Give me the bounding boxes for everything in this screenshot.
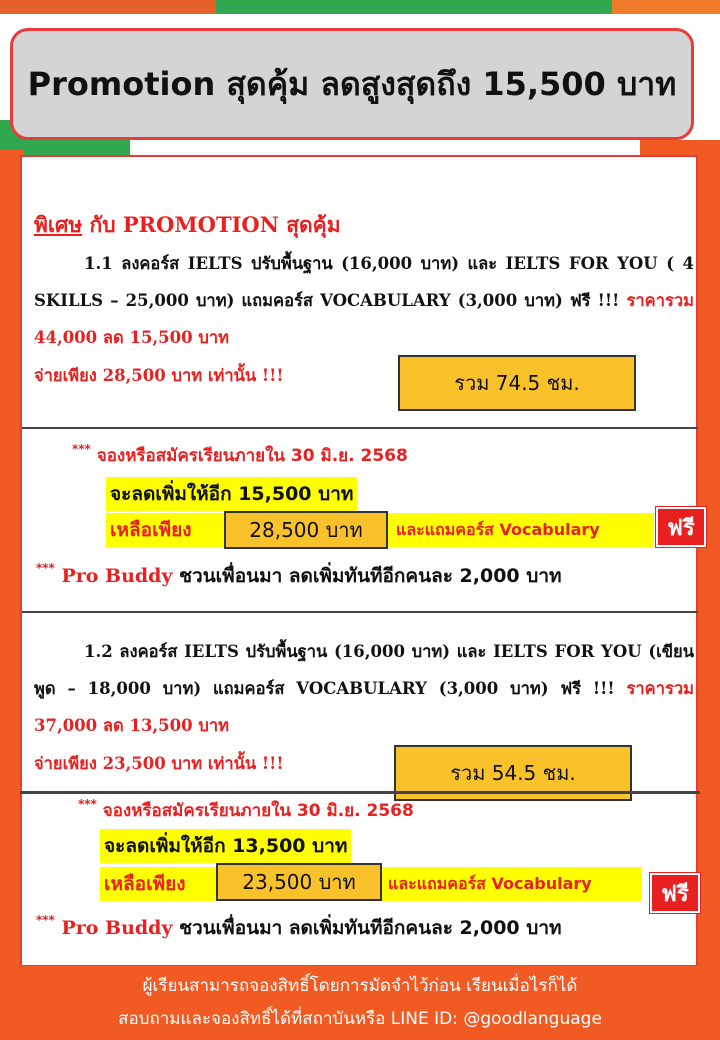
star-mark: ***: [36, 913, 55, 927]
special-label: พิเศษ: [34, 212, 83, 237]
offer1-buddy-text: ชวนเพื่อนมา ลดเพิ่มทันทีอีกคนละ 2,000 บาท: [172, 565, 562, 587]
offer1-buddy-label: Pro Buddy: [54, 565, 173, 587]
promo-header: [10, 28, 694, 140]
offer2-pro-buddy: [36, 913, 562, 943]
offer2-remaining-label: เหลือเพียง: [104, 873, 186, 895]
offer1-pay: จ่ายเพียง 28,500 บาท เท่านั้น !!!: [34, 366, 284, 385]
offer2-free-badge: ฟรี: [650, 873, 700, 913]
star-mark: ***: [78, 797, 97, 811]
offer1-price-red: ราคารวม 44,000 ลด 15,500 บาท: [34, 291, 694, 347]
offer2-remaining-price: 23,500 บาท: [216, 863, 382, 901]
offer2-buddy-text: ชวนเพื่อนมา ลดเพิ่มทันทีอีกคนละ 2,000 บาท: [172, 917, 562, 939]
page-title: Promotion สุดคุ้ม ลดสูงสุดถึง 15,500 บาท: [27, 64, 677, 103]
top-decoration-bar: [0, 0, 720, 14]
star-mark: ***: [72, 442, 91, 456]
offer1-description: [34, 245, 694, 356]
offer2-total-hours: รวม 54.5 ชม.: [394, 745, 632, 801]
offer1-pay-line: [34, 357, 414, 394]
offer2-buddy-label: Pro Buddy: [54, 917, 173, 939]
offer1-booking-text: จองหรือสมัครเรียนภายใน 30 มิ.ย. 2568: [90, 446, 408, 466]
footer-banner: [0, 966, 720, 1040]
special-rest: กับ PROMOTION สุดคุ้ม: [82, 212, 341, 237]
footer-line-2: สอบถามและจองสิทธิ์ได้ที่สถาบันหรือ LINE ID: @goodlanguage: [118, 1009, 602, 1029]
offer2-extra-discount: จะลดเพิ่มให้อีก 13,500 บาท: [100, 829, 351, 863]
offer1-pro-buddy: [36, 561, 562, 591]
offer2-pay: จ่ายเพียง 23,500 บาท เท่านั้น !!!: [34, 754, 284, 773]
offer1-booking: [72, 442, 408, 469]
offer2-description: [34, 633, 694, 744]
offer2-booking-text: จองหรือสมัครเรียนภายใน 30 มิ.ย. 2568: [96, 801, 414, 821]
divider-2: [22, 611, 698, 613]
offer1-free-badge: ฟรี: [656, 507, 706, 547]
offer1-total-hours: รวม 74.5 ชม.: [398, 355, 636, 411]
offer1-line-a: 1.1 ลงคอร์ส IELTS ปรับพื้นฐาน (16,000 บาท) และ IELTS FOR YOU ( 4 SKILLS – 25,000 บาท) แถมคอร์ส VOCABULARY (3,000 บาท) ฟรี !!!: [34, 254, 694, 310]
divider-3: [20, 791, 700, 794]
offer2-line-a: 1.2 ลงคอร์ส IELTS ปรับพื้นฐาน (16,000 บาท) และ IELTS FOR YOU (เขียน พูด – 18,000 บาท) แถมคอร์ส VOCABULARY (3,000 บาท) ฟรี !!!: [34, 642, 694, 698]
offer1-bonus: และแถมคอร์ส Vocabulary: [396, 520, 600, 539]
footer-line-1: ผู้เรียนสามารถจองสิทธิ์โดยการมัดจำไว้ก่อน เรียนเมื่อไรก็ได้: [142, 976, 578, 996]
offer1-extra-discount: จะลดเพิ่มให้อีก 15,500 บาท: [106, 477, 357, 511]
offer1-remaining-price: 28,500 บาท: [224, 511, 388, 549]
offer1-remaining-label: เหลือเพียง: [110, 519, 192, 541]
offer2-bonus: และแถมคอร์ส Vocabulary: [388, 874, 592, 893]
offer2-price-red: ราคารวม 37,000 ลด 13,500 บาท: [34, 679, 694, 735]
promo-card: [20, 155, 698, 967]
special-heading: [34, 209, 341, 242]
star-mark: ***: [36, 561, 55, 575]
divider-1: [22, 427, 698, 429]
offer2-pay-line: [34, 745, 394, 782]
offer2-booking: [78, 797, 414, 824]
